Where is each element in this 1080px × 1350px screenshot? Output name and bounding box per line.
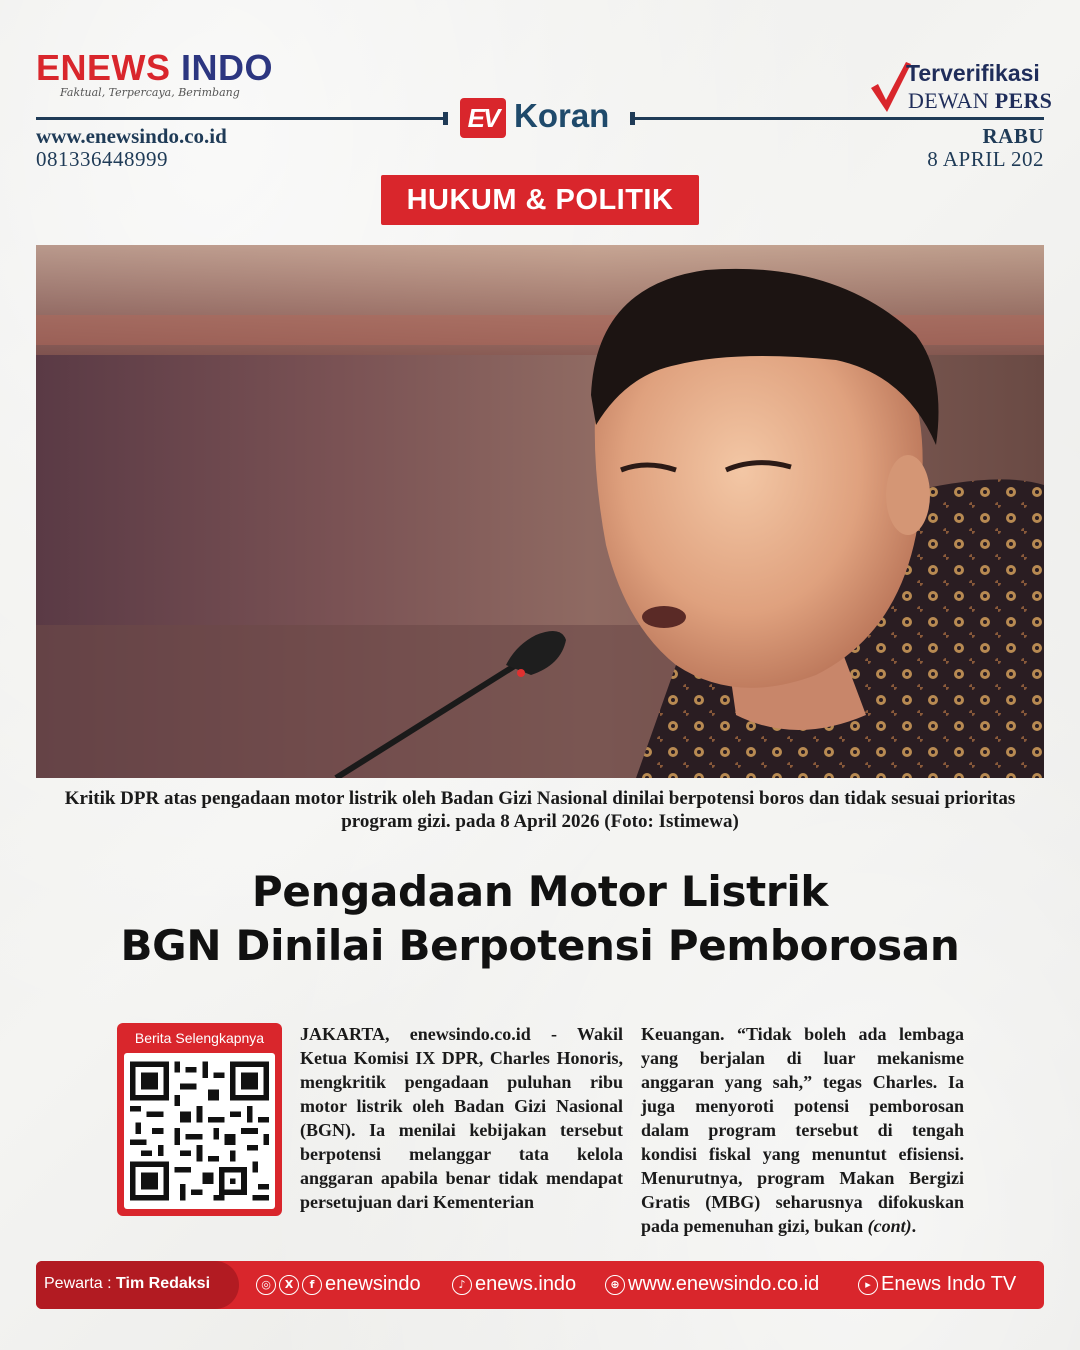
- facebook-icon: f: [302, 1275, 322, 1295]
- article-headline: [40, 865, 1040, 973]
- brand-logo: [36, 48, 273, 88]
- website-link[interactable]: [605, 1273, 819, 1296]
- tiktok-handle: enews.indo: [475, 1273, 577, 1295]
- headline-line2: BGN Dinilai Berpotensi Pemborosan: [120, 921, 960, 970]
- photo-caption: Kritik DPR atas pengadaan motor listrik oleh Badan Gizi Nasional dinilai berpotensi boros dan tidak sesuai prioritas program gizi. pada 8 April 2026 (Foto: Istimewa): [64, 788, 1016, 832]
- category-badge: HUKUM & POLITIK: [381, 175, 699, 225]
- dewan-pers-label: [908, 88, 1052, 114]
- globe-icon: ⊕: [605, 1275, 625, 1295]
- reporter-name: Tim Redaksi: [116, 1275, 211, 1292]
- article-column-2: [641, 1022, 964, 1238]
- article-photo: [36, 245, 1044, 778]
- phone-number: 081336448999: [36, 147, 168, 171]
- article-cont-marker: (cont): [867, 1216, 912, 1236]
- article-column-2-text: Keuangan. “Tidak boleh ada lembaga yang berjalan di luar mekanisme anggaran yang sah,” tegas Charles. Ia juga menyoroti potensi pemborosan dalam program tersebut di tengah kondisi fiskal yang menuntut efisiensi. Menurutnya, program Makan Bergizi Gratis (MBG) seharusnya difokuskan pada pemenuhan gizi, bukan: [641, 1024, 964, 1236]
- qr-title: Berita Selengkapnya: [134, 1030, 265, 1046]
- website-url[interactable]: www.enewsindo.co.id: [36, 124, 227, 148]
- brand-tagline: Faktual, Terpercaya, Berimbang: [60, 86, 240, 99]
- qr-code[interactable]: [124, 1053, 275, 1209]
- youtube-link[interactable]: [858, 1273, 1016, 1296]
- edition-name: Koran: [514, 97, 610, 134]
- pers-label: PERS: [994, 88, 1053, 113]
- headline-line1: Pengadaan Motor Listrik: [251, 867, 829, 916]
- tiktok-link[interactable]: [452, 1273, 576, 1296]
- article-column-1: JAKARTA, enewsindo.co.id - Wakil Ketua Komisi IX DPR, Charles Honoris, mengkritik pengadaan puluhan ribu motor listrik oleh Badan Gizi Nasional (BGN). Ia menilai kebijakan tersebut berpotensi melanggar tata kelola anggaran apabila benar tidak mendapat persetujuan dari Kementerian: [300, 1024, 623, 1212]
- instagram-icon: ◎: [256, 1275, 276, 1295]
- photo-illustration: [36, 245, 1044, 778]
- issue-date: 8 APRIL 202: [927, 147, 1044, 171]
- qr-code-pattern: [130, 1061, 269, 1201]
- reporter-label: Pewarta :: [44, 1275, 112, 1292]
- footer-website: www.enewsindo.co.id: [628, 1273, 820, 1295]
- header-rule-right-cap: [630, 112, 635, 125]
- edition-logo: EV: [460, 98, 506, 138]
- header-rule-left: [36, 117, 448, 120]
- header-rule-left-cap: [443, 112, 448, 125]
- youtube-icon: ▸: [858, 1275, 878, 1295]
- reporter-credit: [44, 1275, 210, 1293]
- youtube-channel: Enews Indo TV: [881, 1273, 1017, 1295]
- social-handle-link[interactable]: [256, 1273, 421, 1296]
- tiktok-icon: ♪: [452, 1275, 472, 1295]
- x-icon: X: [279, 1275, 299, 1295]
- header-rule-right: [630, 117, 1044, 120]
- dewan-label: DEWAN: [908, 88, 989, 113]
- brand-part2: INDO: [181, 47, 274, 88]
- brand-part1: ENEWS: [36, 47, 171, 88]
- issue-day: RABU: [982, 124, 1044, 148]
- verified-label: Terverifikasi: [906, 60, 1040, 86]
- social-handle: enewsindo: [325, 1273, 421, 1295]
- article-column-2-tail: .: [911, 1216, 917, 1236]
